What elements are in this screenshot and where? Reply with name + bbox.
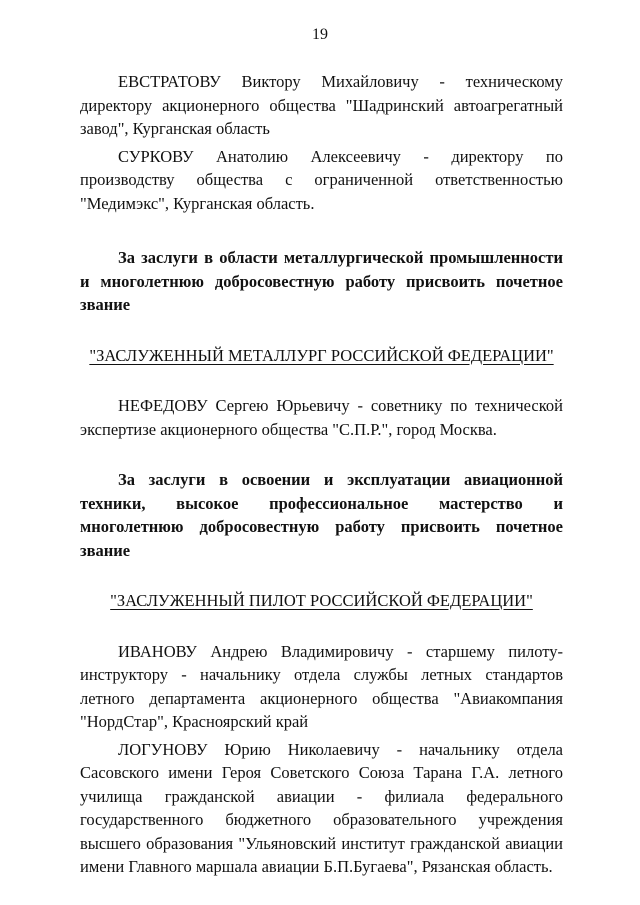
award-entry-ivanov: ИВАНОВУ Андрею Владимировичу - старшему пилоту-инструктору - начальнику отдела службы летных стандартов летного департамента акционерного общества "Авиакомпания "НордСтар", Красноярский край [80,641,563,731]
honorary-title-pilot: "ЗАСЛУЖЕННЫЙ ПИЛОТ РОССИЙСКОЙ ФЕДЕРАЦИИ" [110,591,533,610]
document-body [80,70,563,879]
award-entry-logunov: ЛОГУНОВУ Юрию Николаевичу - начальнику отдела Сасовского имени Героя Советского Союза Тарана Г.А. летного училища гражданской авиации - филиала федерального государственного бюджетного образовательного учреждения высшего образования "Ульяновский институт гражданской авиации имени Главного маршала авиации Б.П.Бугаева", Рязанская область. [80,739,563,876]
section-heading-metallurgy: За заслуги в области металлургической промышленности и многолетнюю добросовестную работу присвоить почетное звание [80,248,563,314]
award-entry-evstratov: ЕВСТРАТОВУ Виктору Михайловичу - техническому директору акционерного общества "Шадринский автоагрегатный завод", Курганская область [80,72,563,138]
honorary-title-metallurgist: "ЗАСЛУЖЕННЫЙ МЕТАЛЛУРГ РОССИЙСКОЙ ФЕДЕРАЦИИ" [89,345,554,365]
award-entry-nefedov: НЕФЕДОВУ Сергею Юрьевичу - советнику по технической экспертизе акционерного общества "С.П.Р.", город Москва. [80,396,563,439]
page-number: 19 [312,26,328,43]
award-entry-surkov: СУРКОВУ Анатолию Алексеевичу - директору по производству общества с ограниченной ответственностью "Медимэкс", Курганская область. [80,146,563,213]
section-heading-aviation: За заслуги в освоении и эксплуатации авиационной техники, высокое профессиональное мастерство и многолетнюю добросовестную работу присвоить почетное звание [80,470,563,560]
